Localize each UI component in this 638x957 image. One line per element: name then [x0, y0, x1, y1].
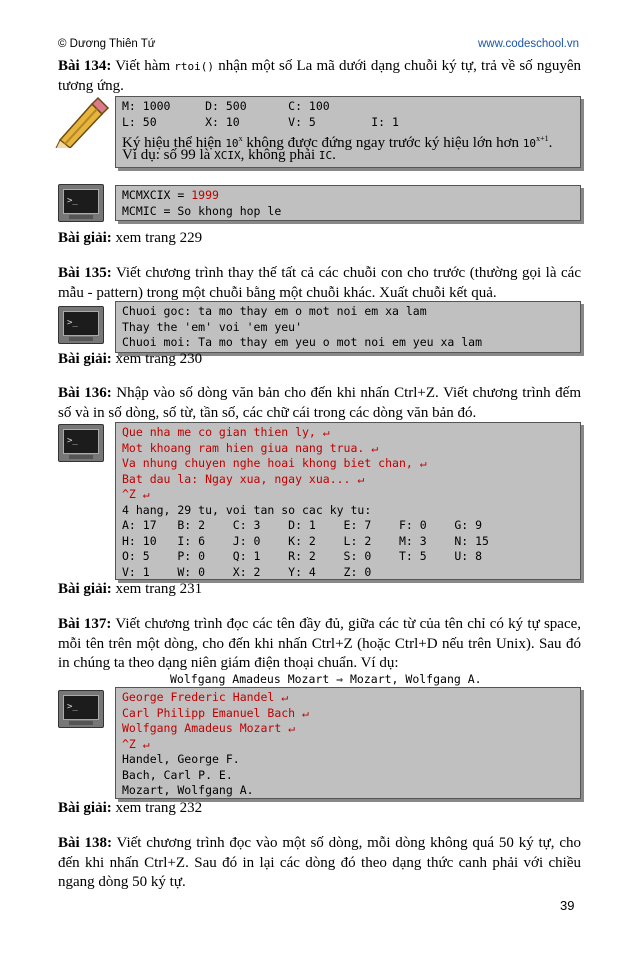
output-line: 4 hang, 29 tu, voi tan so cac ky tu:: [122, 502, 372, 517]
input-line: Carl Philipp Emanuel Bach ↵: [122, 705, 309, 720]
input-line: ^Z ↵: [122, 736, 150, 751]
output-line: O: 5 P: 0 Q: 1 R: 2 S: 0 T: 5 U: 8: [122, 549, 483, 563]
code-line: Thay the 'em' voi 'em yeu': [122, 319, 303, 334]
input-line: Que nha me co gian thien ly, ↵: [122, 425, 330, 439]
rule-text: Ký hiệu thể hiện 10$^x$ không được đứng ngay trước ký hiệu lớn hơn $10^{x+1}$.: [122, 134, 553, 151]
code-line: MCMXCIX = 1999: [122, 188, 219, 202]
input-line: Va nhung chuyen nghe hoai khong biet chan, ↵: [122, 456, 427, 470]
code-line: L: 50 X: 10 V: 5 I: 1: [122, 114, 399, 129]
input-line: Wolfgang Amadeus Mozart ↵: [122, 721, 296, 735]
input-line: ^Z ↵: [122, 487, 150, 501]
pencil-icon: [52, 96, 110, 148]
input-line: Bat dau la: Ngay xua, ngay xua... ↵: [122, 471, 365, 486]
roman-numeral-table: [115, 96, 581, 168]
output-line: Mozart, Wolfgang A.: [122, 783, 254, 797]
code-line: MCMIC = So khong hop le: [122, 203, 282, 218]
solution-137: Bài giải: xem trang 232: [58, 800, 203, 816]
output-line: Bach, Carl P. E.: [122, 767, 233, 782]
terminal-icon: >_: [58, 690, 104, 728]
solution-134: Bài giải: xem trang 229: [58, 230, 203, 246]
exercise-135: Bài 135: Viết chương trình thay thế tất cả các chuỗi con cho trước (thường gọi là các mẫu - pattern) trong một chuỗi bằng một chuỗi khác. Xuất chuỗi kết quả.: [58, 265, 581, 301]
output-box-134: [115, 185, 581, 221]
output-box-135: [115, 301, 581, 353]
code-line: Chuoi goc: ta mo thay em o mot noi em xa lam: [122, 304, 427, 318]
input-line: George Frederic Handel ↵: [122, 690, 289, 704]
exercise-134: Bài 134: Viết hàm rtoi() nhận một số La mã dưới dạng chuỗi ký tự, trả về số nguyên tương ứng.: [58, 58, 581, 94]
author: © Dương Thiên Tứ: [58, 38, 156, 50]
output-line: H: 10 I: 6 J: 0 K: 2 L: 2 M: 3 N: 15: [122, 533, 489, 548]
exercise-137: Bài 137: Viết chương trình đọc các tên đầy đủ, giữa các từ của tên chỉ có ký tự space, mỗi tên trên một dòng, cho đến khi nhấn Ctrl+Z (hoặc Ctrl+D nếu trên Unix). Sau đó in chúng ta theo dạng niên giám điện thoại chuẩn. Ví dụ:: [58, 616, 582, 671]
code-line: Chuoi moi: Ta mo thay em yeu o mot noi em yeu xa lam: [122, 335, 483, 349]
terminal-icon: >_: [58, 424, 104, 462]
example-line: Wolfgang Amadeus Mozart ⇒ Mozart, Wolfgang A.: [170, 672, 482, 686]
output-line: V: 1 W: 0 X: 2 Y: 4 Z: 0: [122, 564, 372, 579]
exercise-138: Bài 138: Viết chương trình đọc vào một số dòng, mỗi dòng không quá 50 ký tự, cho đến khi nhấn Ctrl+Z. Sau đó in lại các dòng đó theo dạng thức canh phải với chiều ngang dòng 50 ký tự.: [58, 835, 582, 890]
example-text: Ví dụ: số 99 là XCIX, không phải IC.: [122, 146, 336, 163]
exercise-136: Bài 136: Nhập vào số dòng văn bản cho đến khi nhấn Ctrl+Z. Viết chương trình đếm số và in số dòng, số từ, tần số, các chữ cái trong các dòng văn bản đó.: [58, 385, 581, 421]
output-line: A: 17 B: 2 C: 3 D: 1 E: 7 F: 0 G: 9: [122, 518, 483, 532]
output-box-136: [115, 422, 581, 580]
terminal-icon: >_: [58, 184, 104, 222]
page-number: 39: [560, 898, 575, 913]
terminal-icon: >_: [58, 306, 104, 344]
code-line: M: 1000 D: 500 C: 100: [122, 99, 330, 113]
website-link[interactable]: www.codeschool.vn: [478, 38, 579, 50]
input-line: Mot khoang ram hien giua nang trua. ↵: [122, 440, 379, 455]
solution-135: Bài giải: xem trang 230: [58, 351, 203, 367]
solution-136: Bài giải: xem trang 231: [58, 581, 203, 597]
output-box-137: [115, 687, 581, 799]
output-line: Handel, George F.: [122, 752, 240, 766]
